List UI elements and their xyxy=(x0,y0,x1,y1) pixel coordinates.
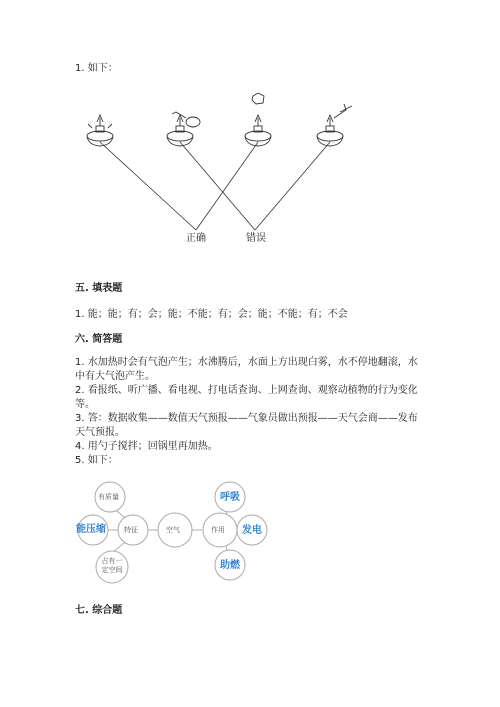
section-5-answer: 1. 能；能；有；会；能；不能；有；会；能；不能；有；不会 xyxy=(75,309,348,320)
section-6-heading: 六. 简答题 xyxy=(75,334,123,345)
section-7-heading: 七. 综合题 xyxy=(75,605,123,616)
node-label-breathing: 呼吸 xyxy=(220,492,240,503)
answer-line: 1. 水加热时会有气泡产生；水沸腾后，水面上方出现白雾，水不停地翻滚，水 xyxy=(75,357,418,368)
node-label-feature: 特征 xyxy=(124,526,138,534)
answer-line: 3. 答：数据收集——数值天气预报——气象员做出预报——天气会商——发布 xyxy=(75,413,418,424)
node-label-combustion: 助燃 xyxy=(220,560,240,571)
node-label-space: 占有一定空间 xyxy=(101,557,123,574)
answer-line: 天气预报。 xyxy=(75,427,125,438)
wrong-label: 错误 xyxy=(246,233,266,244)
node-label-mass: 有质量 xyxy=(98,493,119,501)
node-label-compressible: 能压缩 xyxy=(76,524,106,535)
node-label-air: 空气 xyxy=(166,526,180,534)
answer-line: 等。 xyxy=(75,399,95,410)
answer-line: 5. 如下： xyxy=(75,455,118,466)
section-5-heading: 五. 填表题 xyxy=(75,283,123,294)
correct-label: 正确 xyxy=(186,233,206,244)
answer-line: 中有大气泡产生。 xyxy=(75,371,155,382)
answer-line: 2. 看报纸、听广播、看电视、打电话查询、上网查询、观察动植物的行为变化 xyxy=(75,385,418,396)
answer-line: 4. 用勺子搅拌；回锅里再加热。 xyxy=(75,441,218,452)
node-label-power: 发电 xyxy=(242,525,262,536)
answer-1-label: 1. 如下： xyxy=(75,63,118,74)
node-label-function: 作用 xyxy=(211,526,225,534)
